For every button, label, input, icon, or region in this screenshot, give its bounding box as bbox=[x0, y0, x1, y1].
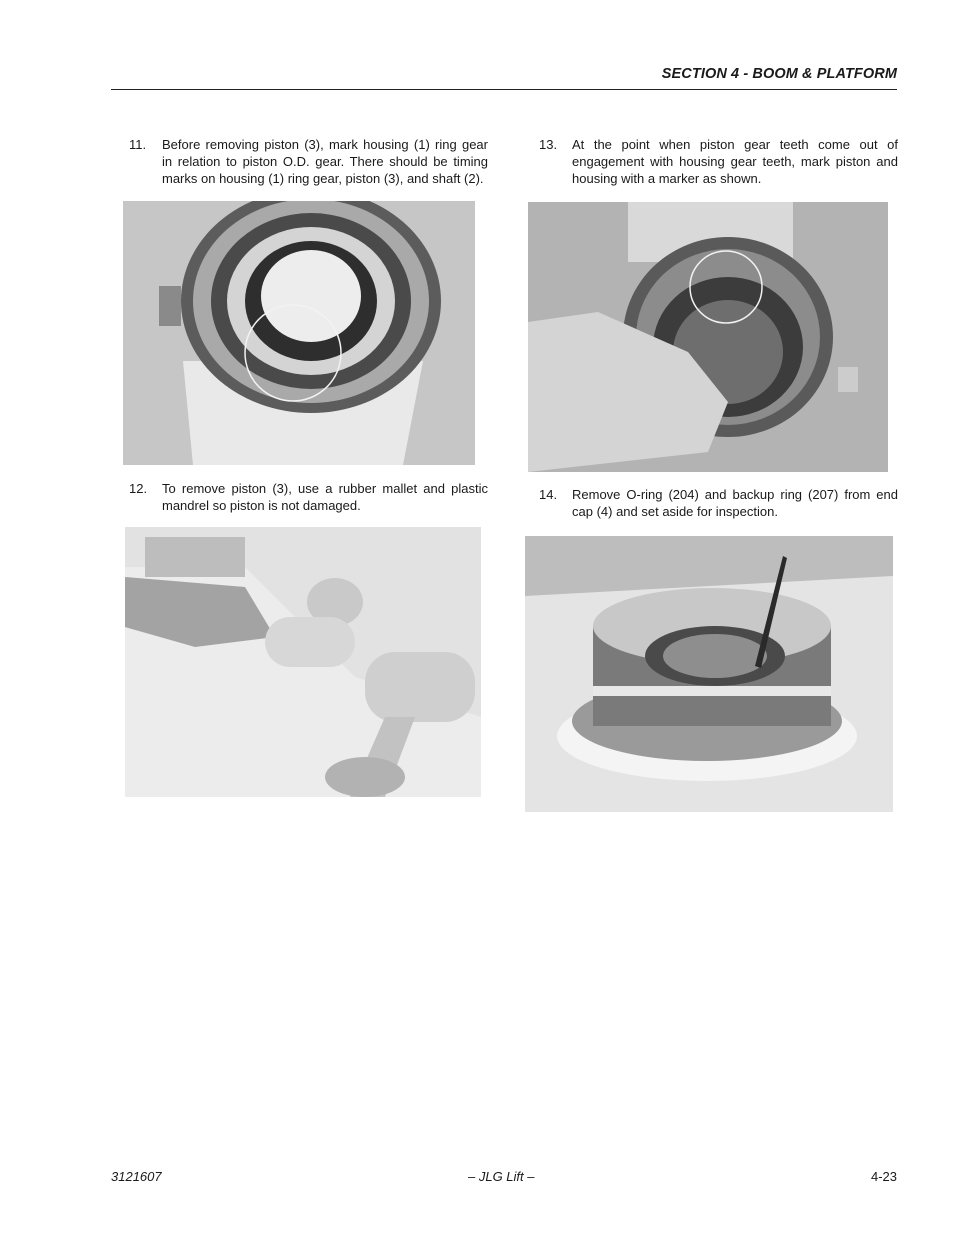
step-11 bbox=[129, 136, 488, 188]
footer-page-number: 4-23 bbox=[870, 1169, 897, 1184]
step-number: 13. bbox=[539, 137, 558, 152]
step-text: Before removing piston (3), mark housing (1) ring gear in relation to piston O.D. gear. There should be timing marks on housing (1) ring gear, piston (3), and shaft (2). bbox=[162, 137, 488, 186]
photo-piston-marking bbox=[528, 202, 888, 472]
photo-rubber-mallet bbox=[125, 527, 481, 797]
step-14 bbox=[539, 486, 898, 522]
step-text: Remove O-ring (204) and backup ring (207) from end cap (4) and set aside for inspection. bbox=[572, 487, 898, 519]
step-number: 12. bbox=[129, 481, 148, 496]
step-number: 11. bbox=[129, 137, 147, 152]
header-divider bbox=[111, 89, 897, 90]
footer-doc-number: 3121607 bbox=[111, 1169, 162, 1184]
footer-brand: – JLG Lift – bbox=[468, 1169, 535, 1184]
step-13 bbox=[539, 136, 898, 188]
photo-end-cap-o-ring bbox=[525, 536, 893, 812]
step-text: To remove piston (3), use a rubber mallet and plastic mandrel so piston is not damaged. bbox=[162, 481, 488, 513]
step-number: 14. bbox=[539, 487, 558, 502]
step-12 bbox=[129, 480, 488, 516]
step-text: At the point when piston gear teeth come out of engagement with housing gear teeth, mark piston and housing with a marker as shown. bbox=[572, 137, 898, 186]
section-title: SECTION 4 - BOOM & PLATFORM bbox=[661, 66, 897, 82]
photo-housing-ring-gear bbox=[123, 201, 475, 465]
